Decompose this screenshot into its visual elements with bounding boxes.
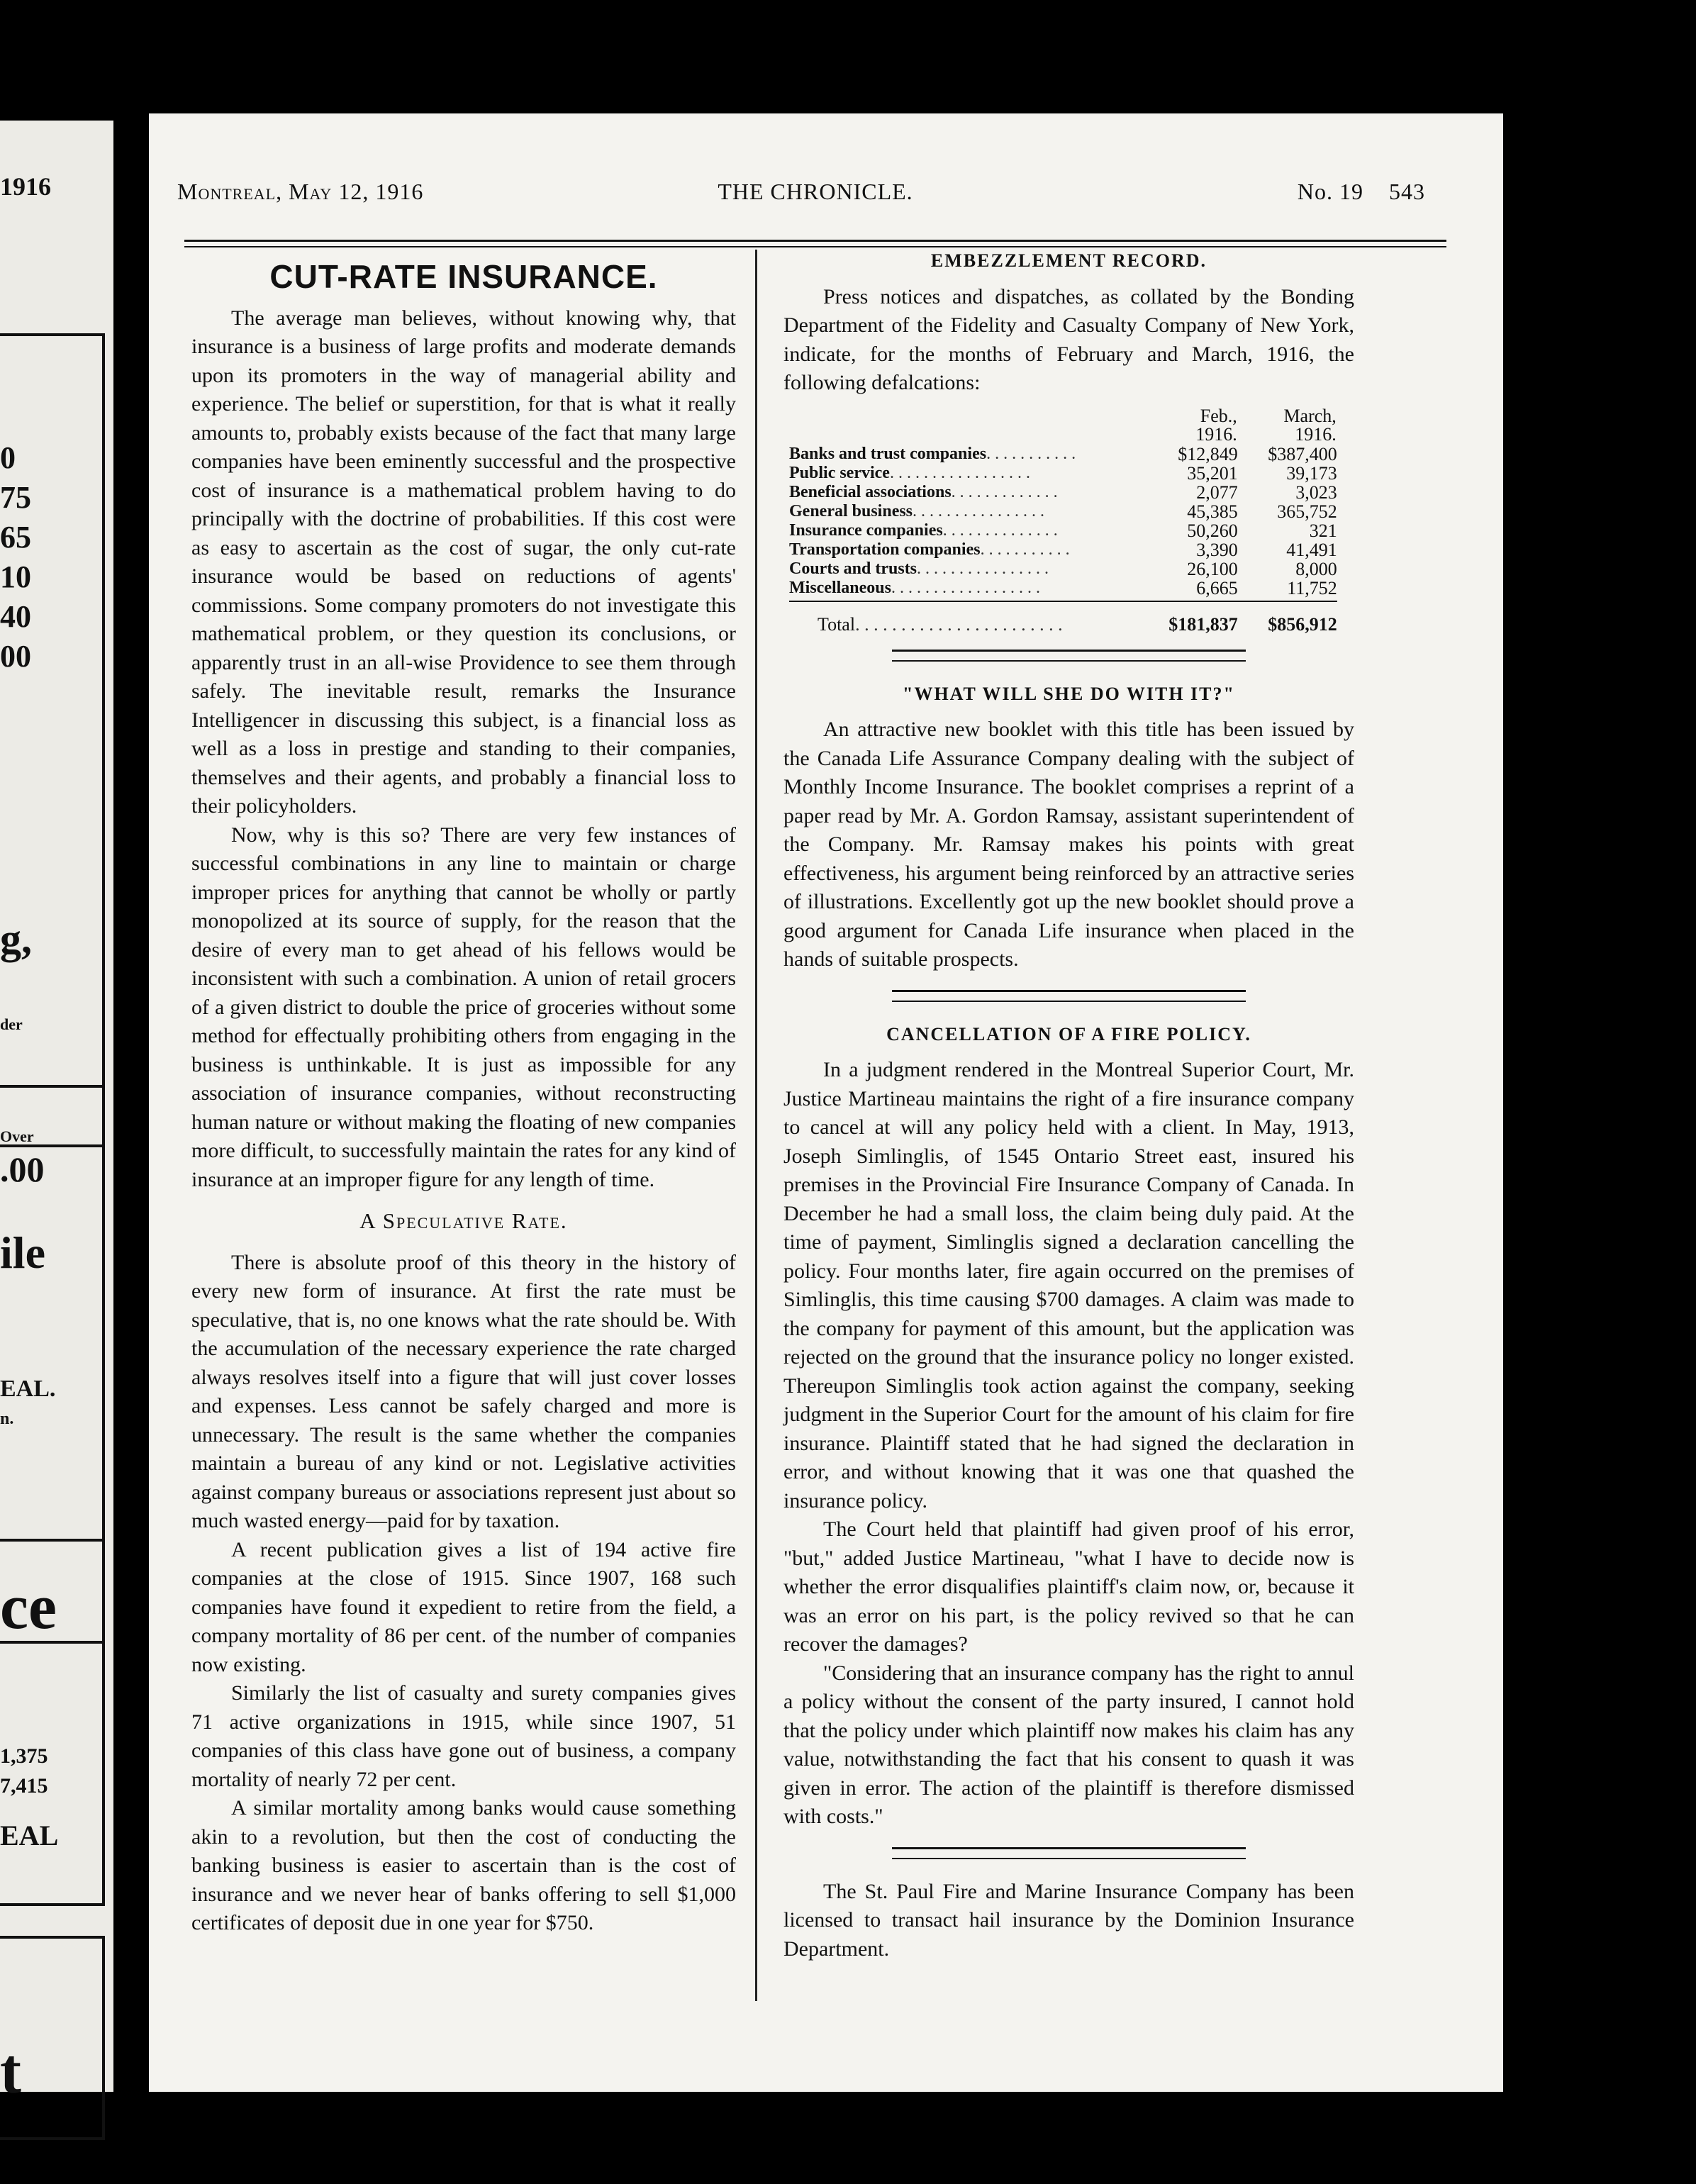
article-paragraph: An attractive new booklet with this title has been issued by the Canada Life Assurance Company dealing with the subject of Monthly Income Insurance. The booklet comprises a reprint of a paper read by Mr. A. Gordon Ramsay, assistant superintendent of the Company. Mr. Ramsay makes his points with great effectiveness, his argument being reinforced by an attractive series of illustrations. Excellently got up the new booklet should prove a good argument for Canada Life insurance when placed in the hands of suitable prospects. <box>783 718 1354 971</box>
table-row: Beneficial associations. . . . . . . . . . . . . 2,077 3,023 <box>789 481 1337 503</box>
subheading-speculative-rate: A Speculative Rate. <box>359 1208 568 1233</box>
table-total-row: Total. . . . . . . . . . . . . . . . . . . . . . . $181,837 $856,912 <box>818 613 1337 635</box>
article-heading-what-will-she-do: "WHAT WILL SHE DO WITH IT?" <box>903 683 1235 704</box>
table-row: Transportation companies. . . . . . . . . . . 3,390 41,491 <box>789 539 1337 560</box>
newspaper-page <box>149 113 1503 2092</box>
article-heading-embezzlement: EMBEZZLEMENT RECORD. <box>930 250 1207 271</box>
article-paragraph: The St. Paul Fire and Marine Insurance Company has been licensed to transact hail insurance by the Dominion Insurance Department. <box>783 1879 1354 1961</box>
left-fragment: 00 <box>0 639 31 674</box>
table-row: Courts and trusts. . . . . . . . . . . . . . . . 26,100 8,000 <box>789 558 1337 579</box>
right-column <box>783 247 1354 1963</box>
left-column <box>191 255 736 1938</box>
article-paragraph: The average man believes, without knowing why, that insurance is a business of large profits and moderate demands upon its promoters in the way of managerial ability and experience. The belief or superstition, for that is what it really amounts to, probably exists because of the fact that many large companies have been eminently successful and the prospective cost of insurance is a mathematical problem having to do principally with the doctrine of probabilities. If this cost were as easy to ascertain as the cost of sugar, the only cut-rate insurance would be based on reductions of agents' commissions. Some company promoters do not investigate this mathematical problem, or they question its conclusions, or apparently trust in an all-wise Providence to see them through safely. The inevitable result, remarks the Insurance Intelligencer in discussing this subject, is a financial loss as well as a loss in prestige and standing to their companies, themselves and their agents, and probably a financial loss to their policyholders. <box>191 306 736 818</box>
article-paragraph: Press notices and dispatches, as collated by the Bonding Department of the Fidelity and Casualty Company of New York, indicate, for the months of February and March, 1916, the following defalcations: <box>783 284 1354 394</box>
left-page-year: 1916 <box>0 172 51 201</box>
left-fragment: 7,415 <box>0 1774 48 1798</box>
header-issue <box>1298 179 1425 205</box>
left-fragment: .00 <box>0 1149 45 1189</box>
table-row: Miscellaneous. . . . . . . . . . . . . . . . . . 6,665 11,752 <box>789 579 1337 601</box>
table-row: Insurance companies. . . . . . . . . . . . . . 50,260 321 <box>789 520 1337 541</box>
article-paragraph: Now, why is this so? There are very few instances of successful combinations in any line to maintain or charge improper prices for anything that cannot be wholly or partly monopolized at its source of supply, for the reason that the desire of every man to get ahead of his fellows would be inconsistent with such a combination. A union of retail grocers of a given district to double the price of groceries without some method for effectually prohibiting others from engaging in the business is unthinkable. It is just as impossible for any association of insurance companies, without reconstructing human nature or without making the floating of new companies more difficult, to successfully maintain the rates for any kind of insurance at an improper figure for any length of time. <box>191 823 736 1191</box>
left-fragment: EAL <box>0 1820 59 1851</box>
left-fragment: g, <box>0 915 32 962</box>
article-heading-cut-rate: CUT-RATE INSURANCE. <box>269 258 658 295</box>
left-fragment: n. <box>0 1410 14 1428</box>
article-paragraph: A recent publication gives a list of 194 active fire companies at the close of 1915. Since 1907, 168 such companies have found it expedient to retire from the field, a company mortality of 86 per cent. of the number of companies now existing. <box>191 1537 736 1676</box>
embezzlement-table <box>789 406 1337 634</box>
left-fragment: der <box>0 1015 23 1033</box>
column-header-feb: Feb., 1916. <box>1195 405 1237 445</box>
left-fragment: Over <box>0 1127 34 1145</box>
left-fragment: ile <box>0 1227 45 1278</box>
table-row: Banks and trust companies. . . . . . . . . . . $12,849 $387,400 <box>789 443 1337 464</box>
article-paragraph: In a judgment rendered in the Montreal Superior Court, Mr. Justice Martineau maintains the right of a fire insurance company to cancel at will any policy held with a client. In May, 1913, Joseph Simlinglis, of 1545 Ontario Street east, insured his premises in the Provincial Fire Insurance Company of Canada. In December he had a small loss, the claim being duly paid. At the time of payment, Simlinglis signed a declaration cancelling the policy. Four months later, fire again occurred on the premises of Simlinglis, this time causing $700 damages. A claim was made to the company for payment of this amount, but the application was rejected on the ground that the insurance policy no longer existed. Thereupon Simlinglis took action against the company, seeking judgment in the Superior Court for the amount of his claim for fire insurance. Plaintiff stated that he had signed the declaration in error, and without knowing that it was one that quashed the insurance policy. <box>783 1058 1354 1512</box>
header-title: THE CHRONICLE. <box>718 179 913 204</box>
issue-number: No. 19 <box>1297 179 1363 204</box>
article-paragraph: A similar mortality among banks would cause something akin to a revolution, but then the cost of conducting the banking business is easier to ascertain than is the cost of insurance and we never hear of banks offering to sell $1,000 certificates of deposit due in one year for $750. <box>191 1796 736 1934</box>
left-fragment: 1,375 <box>0 1744 48 1768</box>
table-header-row <box>789 406 1337 445</box>
section-separator <box>892 990 1246 1002</box>
section-separator <box>892 1847 1246 1859</box>
column-divider <box>755 250 757 2001</box>
left-fragment: 0 <box>0 440 16 475</box>
page-header <box>177 179 1454 214</box>
left-fragment: ce <box>0 1572 57 1642</box>
article-paragraph: Similarly the list of casualty and surety companies gives 71 active organizations in 1915, while since 1907, 51 companies of this class have gone out of business, a company mortality of nearly 72 per cent. <box>191 1681 736 1791</box>
left-fragment: EAL. <box>0 1376 56 1402</box>
article-paragraph: "Considering that an insurance company has the right to annul a policy without the consent of the party insured, I cannot hold that the policy under which plaintiff now makes his claim has any value, notwithstanding the fact that his consent to quash it was given in error. The action of the plaintiff is therefore dismissed with costs." <box>783 1661 1354 1828</box>
article-paragraph: There is absolute proof of this theory in the history of every new form of insurance. At first the rate must be speculative, that is, no one knows what the rate should be. With the accumulation of the necessary experience the rate charged always resolves itself into a figure that will just cover losses and expenses. Less cannot be safely charged and more is unnecessary. The result is the same whether the companies maintain a bureau of any kind or not. Legislative activities against company bureaus or associations represent just about so much wasted energy—paid for by taxation. <box>191 1250 736 1532</box>
left-fragment: t <box>0 2037 21 2107</box>
column-header-mar: March, 1916. <box>1283 405 1337 445</box>
table-row: Public service. . . . . . . . . . . . . . . . . 35,201 39,173 <box>789 462 1337 484</box>
left-fragment: 40 <box>0 599 31 634</box>
left-fragment: 75 <box>0 480 31 515</box>
header-city-date: Montreal, May 12, 1916 <box>177 179 424 204</box>
article-heading-cancellation: CANCELLATION OF A FIRE POLICY. <box>886 1023 1251 1044</box>
section-separator <box>892 650 1246 662</box>
left-page-strip <box>0 121 113 2107</box>
article-paragraph: The Court held that plaintiff had given proof of his error, "but," added Justice Martineau, "what I have to decide now is whether the error disqualifies plaintiff's claim now, or, because it was an error on his part, is the policy revived so that he can recover the damages? <box>783 1517 1354 1656</box>
left-fragment: 10 <box>0 559 31 594</box>
table-row: General business. . . . . . . . . . . . . . . . 45,385 365,752 <box>789 501 1337 522</box>
left-fragment: 65 <box>0 520 31 555</box>
page-number: 543 <box>1389 179 1425 204</box>
